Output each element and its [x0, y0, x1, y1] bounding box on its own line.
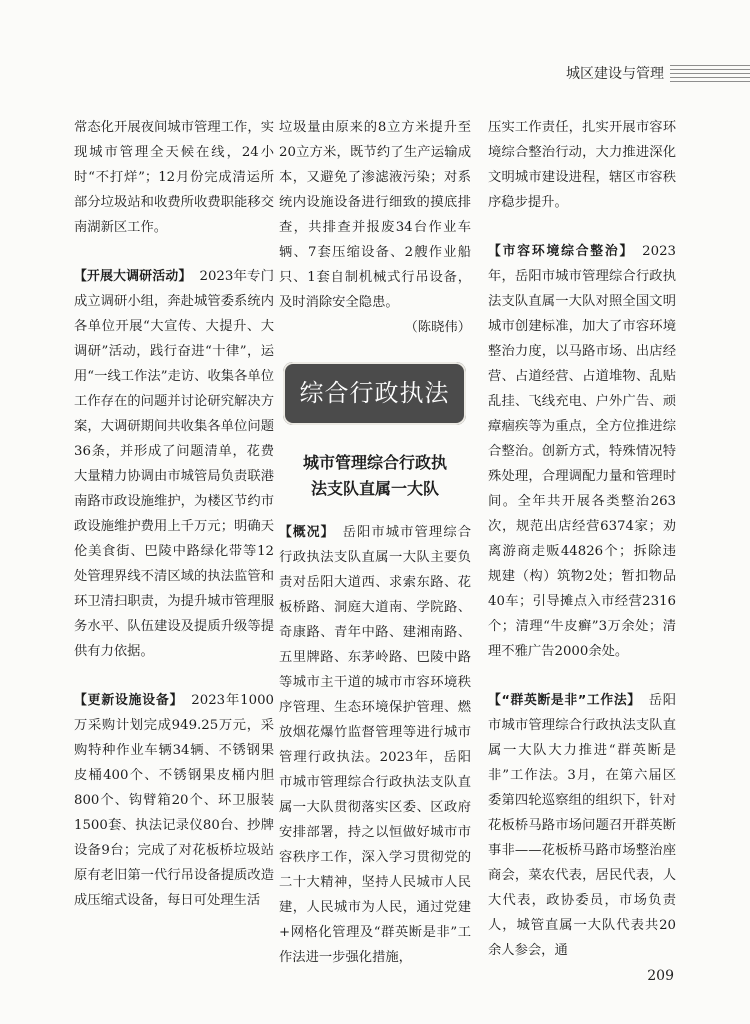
- text-method: 岳阳市城市管理综合行政执法支队直属一大队大力推进“群英断是非”工作法。3月，在第六届区委第四轮巡察组的组织下，针对花板桥马路市场问题召开群英断事非——花板桥马路市场整治座商会，菜农代表，居民代表，人大代表，政协委员，市场负责人，城管直属一大队代表共20余人参会，通: [488, 693, 677, 958]
- text-rectification: 2023年，岳阳市城市管理综合行政执法支队直属一大队对照全国文明城市创建标准，加大了市容环境整治力度，以马路市场、出店经营、占道经营、占道堆物、乱贴乱挂、飞线充电、户外广告、顽瘴痼疾等为重点，全方位推进综合整治。创新方式，特殊情况特殊处理，合理调配力量和管理时间。全年共开展各类整治263次，规范出店经营6374家；劝离游商走贩44826个；拆除违规建（构）筑物2处；暂扣物品40车；引导摊点入市经营2316个；清理“牛皮癣”3万余处；清理不雅广告2000余处。: [488, 244, 676, 659]
- paragraph-equipment: [74, 688, 274, 913]
- paragraph-night-management: 常态化开展夜间城市管理工作，实现城市管理全天候在线，24小时“不打烊”；12月份完成清运所部分垃圾站和收费所收费职能移交南湖新区工作。: [74, 120, 274, 235]
- column-3: [488, 115, 676, 963]
- header-stripes-decoration: [670, 65, 750, 85]
- text-research: 2023年专门成立调研小组，奔赴城管委系统内各单位开展“大宣传、大提升、大调研”活动，践行奋进“十律”，运用“一线工作法”走访、收集各单位工作存在的问题并讨论研究解决方案，大调研期间共收集各单位问题36条，并形成了问题清单，花费大量精力协调由市城管局负责联港南路市政设施维护，为楼区节约市政设施维护费用上千万元；明确天伦美食街、巴陵中路绿化带等12处管理界线不清区域的执法监管和环卫清扫职责，为提升城市管理服务水平、队伍建设及提质升级等提供有力依据。: [74, 269, 275, 659]
- section-heading: [279, 450, 471, 502]
- heading-equipment: 【更新设施设备】: [74, 693, 184, 708]
- paragraph-equipment-cont: 垃圾量由原来的8立方米提升至20立方米，既节约了生产运输成本，又避免了渗滤液污染；对系统内设施设备进行细致的摸底排查，共排查并报废34台作业车辆、7套压缩设备、2艘作业船只、1套自制机械式行吊设备，及时消除安全隐患。: [279, 120, 471, 310]
- heading-overview: 【概况】: [279, 525, 335, 540]
- author-signature: （陈晓伟）: [404, 320, 471, 335]
- column-2: [279, 115, 471, 970]
- running-header: [490, 64, 750, 86]
- text-overview: 岳阳市城市管理综合行政执法支队直属一大队主要负责对岳阳大道西、求索东路、花板桥路、洞庭大道南、学院路、奇康路、青年中路、建湘南路、五里牌路、东茅岭路、巴陵中路等城市主干道的城市市容环境秩序管理、生态环境保护管理、燃放烟花爆竹监督管理等进行城市管理行政执法。2023年，岳阳市城市管理综合行政执法支队直属一大队贯彻落实区委、区政府安排部署，持之以恒做好城市市容秩序工作，深入学习贯彻党的二十大精神，坚持人民城市人民建，人民城市为人民，通过党建+网格化管理及“群英断是非”工作法进一步强化措施，: [279, 525, 472, 965]
- paragraph-method: [488, 688, 676, 963]
- paragraph-overview-cont: 压实工作责任，扎实开展市容环境综合整治行动，大力推进深化文明城市建设进程，辖区市容秩序稳步提升。: [488, 120, 676, 210]
- paragraph-research: [74, 264, 274, 664]
- column-1: [74, 115, 274, 913]
- section-heading-line-1: 城市管理综合行政执: [302, 453, 447, 472]
- text-equipment: 2023年1000万采购计划完成949.25万元，采购特种作业车辆34辆、不锈钢果皮桶400个、不锈钢果皮桶内胆800个、钩臂箱20个、环卫服装1500套、执法记录仪80台、抄牌设备9台；完成了对花板桥垃圾站原有老旧第一代行吊设备提质改造成压缩式设备，每日可处理生活: [74, 693, 275, 908]
- section-title: 城区建设与管理: [566, 66, 664, 82]
- paragraph-rectification: [488, 239, 676, 664]
- page-number: 209: [647, 968, 674, 984]
- section-heading-line-2: 法支队直属一大队: [310, 479, 439, 498]
- chapter-banner: 综合行政执法: [283, 362, 466, 425]
- paragraph-overview: [279, 520, 471, 970]
- heading-research: 【开展大调研活动】: [74, 269, 192, 284]
- heading-rectification: 【市容环境综合整治】: [488, 244, 635, 259]
- heading-method: 【“群英断是非”工作法】: [488, 693, 641, 708]
